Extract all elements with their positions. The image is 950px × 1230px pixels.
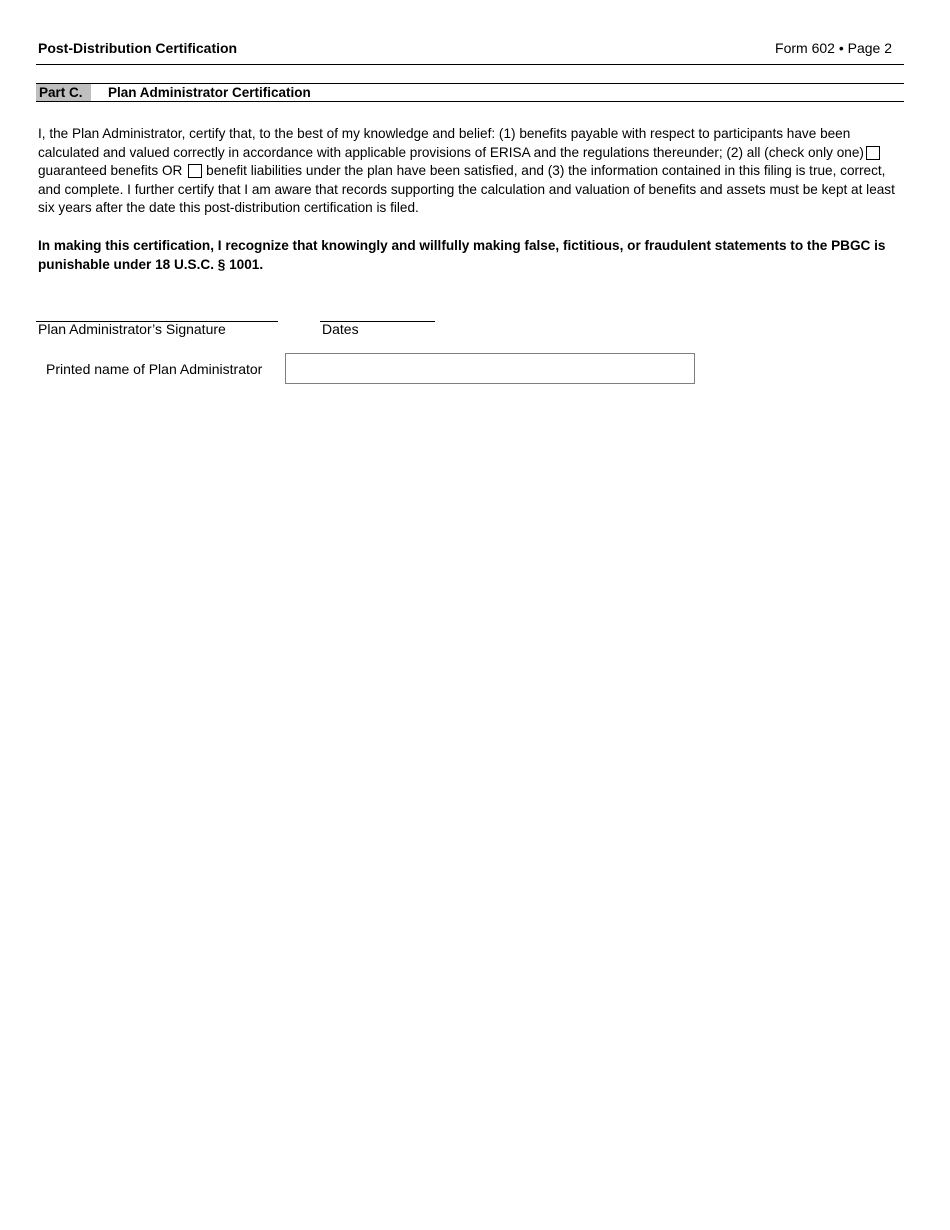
or-connector: OR: [161, 163, 183, 178]
certification-text-intro: I, the Plan Administrator, certify that, to the best of my knowledge and belief: (1) benefits payable with respect to participants have been calculated and valued correctly in accordance with applicable provisions of ERISA and the regulations thereunder; (2) all (check only one): [38, 126, 864, 160]
part-c-header: [36, 83, 904, 102]
part-label: Part C.: [36, 84, 91, 101]
form-page-label: Form 602 • Page 2: [775, 40, 892, 56]
guaranteed-benefits-checkbox[interactable]: [866, 146, 880, 160]
certification-paragraph: [38, 125, 898, 218]
penalty-warning: In making this certification, I recognize that knowingly and willfully making false, fictitious, or fraudulent statements to the PBGC is punishable under 18 U.S.C. § 1001.: [38, 238, 886, 272]
printed-name-input[interactable]: [285, 353, 695, 384]
header-divider: [36, 64, 904, 65]
part-title: Plan Administrator Certification: [108, 85, 311, 100]
benefit-liabilities-checkbox[interactable]: [188, 164, 202, 178]
printed-name-label: Printed name of Plan Administrator: [46, 361, 263, 377]
option-benefit-liabilities-text: benefit liabilities under the plan have been satisfied, and (3) the information contained in this filing is true, correct, and complete. I further certify that I am aware that records supporting the calculation and valuation of benefits and assets must be kept at least six years after the date this post-distribution certification is filed.: [38, 163, 895, 215]
date-label: Dates: [322, 321, 359, 337]
signature-label: Plan Administrator’s Signature: [38, 321, 226, 337]
form-title: Post-Distribution Certification: [38, 40, 238, 56]
option-guaranteed-benefits-label: guaranteed benefits: [38, 163, 159, 178]
